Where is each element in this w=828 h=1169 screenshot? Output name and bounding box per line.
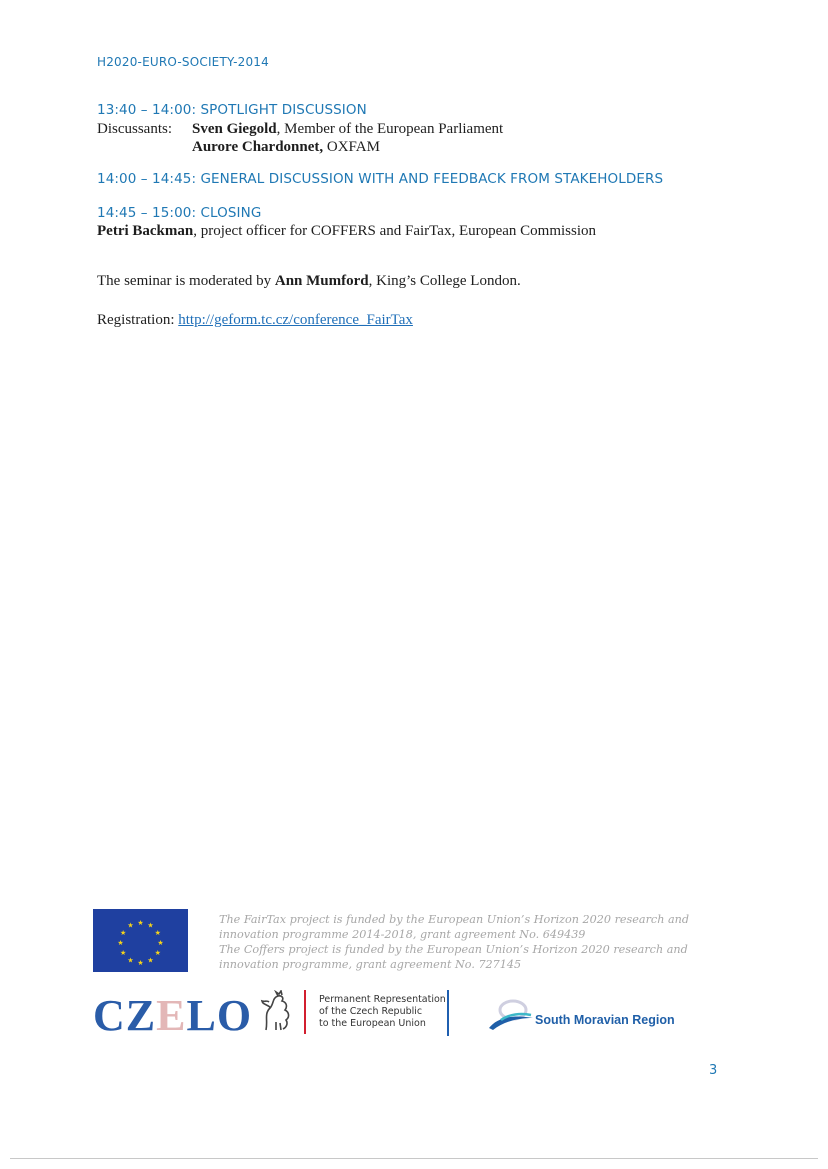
funding-statement [219,912,689,972]
south-moravian-region-label: South Moravian Region [535,1013,675,1027]
closing-speaker [97,222,596,240]
funding-line-3: The Coffers project is funded by the European Union’s Horizon 2020 research and [219,943,688,956]
divider-blue [447,990,449,1036]
page-bottom-line [10,1158,818,1159]
svg-text:★: ★ [120,949,127,957]
czelo-lo: LO [186,991,253,1040]
funding-line-1: The FairTax project is funded by the European Union’s Horizon 2020 research and [219,913,689,926]
perm-line-1: Permanent Representation [319,994,446,1005]
discussant-1 [192,120,503,138]
moderation-prefix: The seminar is moderated by [97,273,275,289]
svg-text:★: ★ [120,929,127,937]
czelo-e: E [156,991,187,1040]
moderator-name: Ann Mumford [274,273,369,289]
perm-line-2: of the Czech Republic [319,1006,423,1017]
moderation-suffix: , King’s College London. [368,273,521,289]
general-discussion-heading: 14:00 – 14:45: GENERAL DISCUSSION WITH AND FEEDBACK FROM STAKEHOLDERS [97,171,664,187]
svg-text:★: ★ [137,959,144,967]
svg-text:★: ★ [157,939,164,947]
south-moravian-region-icon [487,998,535,1032]
page-number: 3 [709,1063,718,1078]
registration-line [97,311,413,329]
discussant-1-role: , Member of the European Parliament [276,121,504,137]
svg-text:★: ★ [137,919,144,927]
czelo-logo [93,990,252,1041]
call-code: H2020-EURO-SOCIETY-2014 [97,55,269,69]
registration-link[interactable]: http://geform.tc.cz/conference_FairTax [178,312,413,328]
svg-text:★: ★ [154,929,161,937]
svg-text:★: ★ [147,921,154,930]
divider-red [304,990,306,1034]
perm-line-3: to the European Union [319,1018,426,1029]
closing-heading: 14:45 – 15:00: CLOSING [97,205,262,221]
discussant-1-name: Sven Giegold [192,121,277,137]
funding-line-2: innovation programme 2014-2018, grant agreement No. 649439 [219,928,586,941]
eu-stars-icon [93,909,188,972]
discussant-2 [192,138,380,156]
spotlight-heading: 13:40 – 14:00: SPOTLIGHT DISCUSSION [97,102,367,118]
czelo-cz: CZ [93,991,157,1040]
svg-text:★: ★ [147,956,154,965]
svg-text:★: ★ [127,921,134,930]
eu-flag-logo [93,909,188,972]
funding-line-4: innovation programme, grant agreement No. 727145 [219,958,522,971]
closing-speaker-name: Petri Backman [97,223,194,239]
closing-speaker-role: , project officer for COFFERS and FairTax, European Commission [193,223,597,239]
svg-text:★: ★ [154,949,161,957]
discussants-label: Discussants: [97,121,172,137]
svg-text:★: ★ [127,956,134,965]
moderation-line [97,272,521,290]
czech-lion-icon [258,990,296,1034]
discussant-2-name: Aurore Chardonnet, [192,139,324,155]
registration-label: Registration: [97,312,179,328]
permanent-representation-text [319,994,446,1030]
discussant-2-role: OXFAM [323,139,380,155]
svg-text:★: ★ [117,939,124,947]
